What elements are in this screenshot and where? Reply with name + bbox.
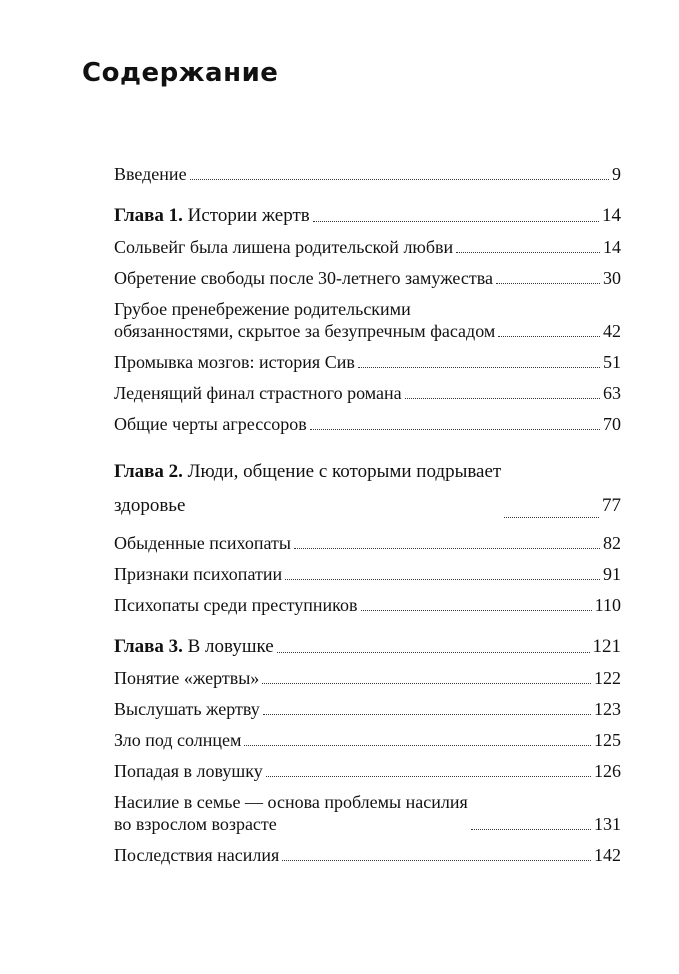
toc-entry-label: Попадая в ловушку [114,761,263,781]
toc-page-number: 121 [592,636,621,657]
toc-entry-label: Леденящий финал страстного романа [114,383,402,403]
toc-entry-label: Психопаты среди преступников [114,595,358,615]
toc-page-number: 63 [603,383,621,403]
dot-leader [262,683,591,684]
toc-entry-label: Понятие «жертвы» [114,668,260,688]
toc-page-number: 70 [603,414,621,434]
dot-leader [294,548,600,549]
toc-entry-label: Общие черты агрессоров [114,414,307,434]
toc-entry-label: Признаки психопатии [114,564,283,584]
toc-entry-line: во взрослом возрасте [114,814,277,834]
toc-page-number: 82 [603,533,621,553]
page-title: Содержание [82,58,279,88]
toc-entry[interactable] [114,729,621,751]
toc-entry[interactable] [114,844,621,866]
chapter-number: Глава 1. [114,205,183,226]
chapter-number: Глава 3. [114,636,183,657]
toc-entry-label [114,205,310,227]
toc-entry[interactable] [114,594,621,616]
toc-entry-label: Введение [114,164,187,184]
dot-leader [456,252,600,253]
toc-entry-label: Сольвейг была лишена родительской любви [114,237,454,257]
dot-leader [190,179,609,180]
toc-page-number: 77 [602,495,621,516]
toc-entry[interactable] [114,351,621,373]
toc-entry-label: Выслушать жертву [114,699,260,719]
toc-entry[interactable] [114,413,621,435]
dot-leader [471,829,591,830]
toc-entry[interactable] [114,532,621,554]
toc-page-number: 42 [603,321,621,341]
toc-entry-line: Грубое пренебрежение родительскими [114,299,411,319]
toc-entry-line: Насилие в семье — основа проблемы насилия [114,792,468,812]
toc-entry-label [114,298,495,342]
dot-leader [285,579,600,580]
toc-page-number: 142 [594,845,621,865]
toc-page-number: 14 [602,205,621,226]
toc-page-number: 110 [594,595,621,615]
toc-chapter-entry[interactable] [114,455,621,523]
toc-entry[interactable] [114,236,621,258]
toc-page-number: 123 [594,699,621,719]
dot-leader [498,336,600,337]
toc-page-number: 131 [594,814,621,834]
dot-leader [266,776,591,777]
toc-entry-label [114,636,274,658]
chapter-title: Истории жертв [187,205,310,226]
toc-page-number: 9 [612,164,621,184]
dot-leader [263,714,591,715]
toc-entry-line: обязанностями, скрытое за безупречным фасадом [114,321,496,341]
toc-entry[interactable] [114,791,621,835]
dot-leader [358,367,600,368]
toc-entry[interactable] [114,667,621,689]
chapter-number: Глава 2. [114,461,183,482]
toc-page-number: 51 [603,352,621,372]
toc-entry-label: Обретение свободы после 30-летнего замужества [114,268,493,288]
dot-leader [282,860,591,861]
toc-chapter-entry[interactable] [114,636,621,658]
toc-page-number: 30 [603,268,621,288]
toc-page-number: 125 [594,730,621,750]
toc-entry[interactable] [114,382,621,404]
dot-leader [405,398,600,399]
toc-entry[interactable] [114,163,621,185]
chapter-title: В ловушке [187,636,274,657]
chapter-title: Люди, общение с которыми подрывает [187,461,502,482]
toc-page-number: 122 [594,668,621,688]
toc-entry[interactable] [114,563,621,585]
dot-leader [310,429,600,430]
toc-entry[interactable] [114,267,621,289]
toc-entry-label [114,455,501,523]
toc-chapter-entry[interactable] [114,205,621,227]
toc-entry[interactable] [114,760,621,782]
dot-leader [496,283,600,284]
toc-entry-label: Промывка мозгов: история Сив [114,352,355,372]
toc-page-number: 14 [603,237,621,257]
toc-entry[interactable] [114,298,621,342]
table-of-contents [114,163,621,866]
chapter-title-line: здоровье [114,495,186,516]
dot-leader [313,221,599,222]
dot-leader [244,745,591,746]
toc-page-number: 91 [603,564,621,584]
toc-entry-label: Обыденные психопаты [114,533,291,553]
dot-leader [504,517,599,518]
toc-entry-label [114,791,468,835]
toc-entry-label: Последствия насилия [114,845,280,865]
toc-page-number: 126 [594,761,621,781]
dot-leader [277,652,590,653]
toc-entry-label: Зло под солнцем [114,730,242,750]
dot-leader [361,610,592,611]
toc-entry[interactable] [114,698,621,720]
